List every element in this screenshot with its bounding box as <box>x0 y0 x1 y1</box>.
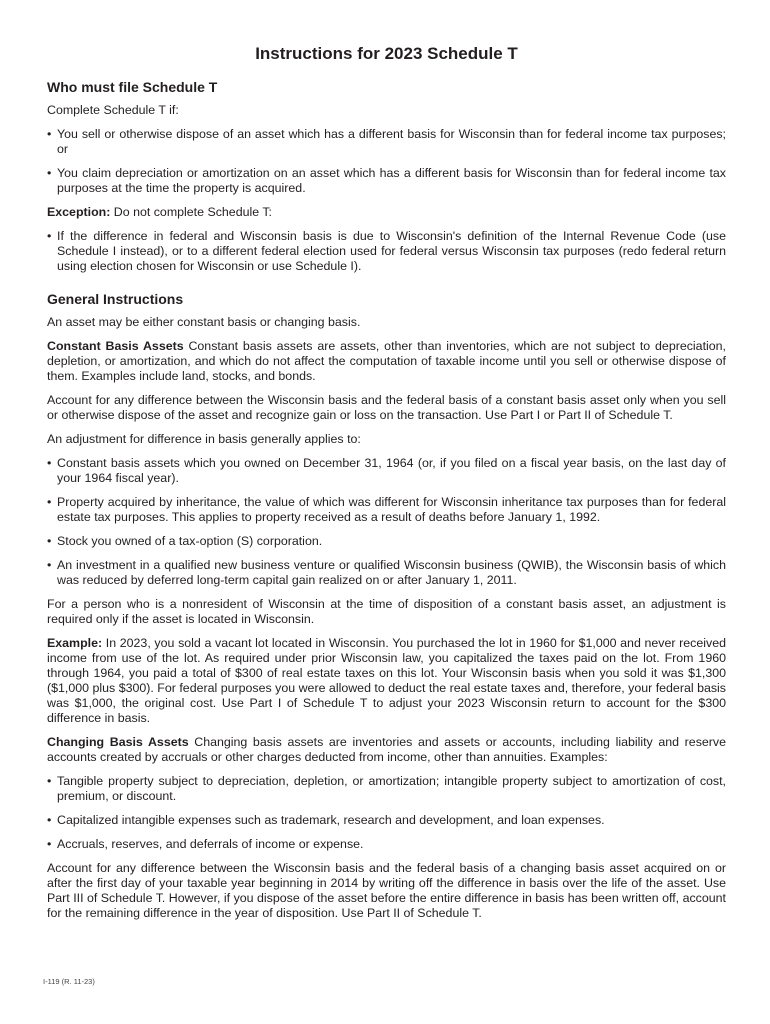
list-item: • Tangible property subject to depreciation, depletion, or amortization; intangible property subject to amortization of cost, premium, or discount. <box>47 774 726 804</box>
paragraph: An asset may be either constant basis or changing basis. <box>47 315 361 329</box>
paragraph-text: Constant basis assets are assets, other than inventories, which are not subject to depreciation, depletion, or amortization, and which do not affect the computation of taxable income until you sell or otherwise dispose of them. Examples include land, stocks, and bonds. <box>47 339 726 383</box>
list-item: • Stock you owned of a tax-option (S) corporation. <box>47 534 726 549</box>
paragraph-text: In 2023, you sold a vacant lot located in Wisconsin. You purchased the lot in 1960 for $1,000 and never received income from use of the lot. As required under prior Wisconsin law, you capitalized the taxes paid on the lot. From 1960 through 1964, you paid a total of $300 of real estate taxes on this lot. Your Wisconsin basis when you sold it was $1,300 ($1,000 plus $300). For federal purposes you were allowed to deduct the real estate taxes and, therefore, your federal basis was $1,000, the original cost. Use Part I of Schedule T to adjust your 2023 Wisconsin return to account for the $300 difference in basis. <box>47 636 726 725</box>
paragraph-text: Changing basis assets are inventories and assets or accounts, including liability and reserve accounts created by accruals or other charges deducted from income, other than annuities. Examples: <box>47 735 726 764</box>
paragraph: Complete Schedule T if: <box>47 103 179 117</box>
paragraph-changing-basis <box>47 735 726 765</box>
list-item: • You claim depreciation or amortization on an asset which has a different basis for Wisconsin than for federal income tax purposes at the time the property is acquired. <box>47 166 726 196</box>
paragraph-example <box>47 636 726 726</box>
bullet-list <box>47 229 726 274</box>
section-heading-who-must-file: Who must file Schedule T <box>47 79 218 95</box>
list-item: • Accruals, reserves, and deferrals of income or expense. <box>47 837 726 852</box>
lead-label: Exception: <box>47 205 111 219</box>
paragraph-text: Do not complete Schedule T: <box>110 205 272 219</box>
paragraph-exception <box>47 205 726 220</box>
list-item: • If the difference in federal and Wisconsin basis is due to Wisconsin's definition of the Internal Revenue Code (use Schedule I instead), or to a different federal election used for federal versus Wisconsin tax purposes (redo federal return using election chosen for Wisconsin or use Schedule I). <box>47 229 726 274</box>
paragraph-constant-basis <box>47 339 726 384</box>
form-number-footer: I-119 (R. 11-23) <box>43 977 95 986</box>
list-item: • Constant basis assets which you owned on December 31, 1964 (or, if you filed on a fiscal year basis, on the last day of your 1964 fiscal year). <box>47 456 726 486</box>
list-item: • Property acquired by inheritance, the value of which was different for Wisconsin inheritance tax purposes than for federal estate tax purposes. This applies to property received as a result of deaths before January 1, 1992. <box>47 495 726 525</box>
bullet-list <box>47 127 726 196</box>
bullet-list <box>47 456 726 588</box>
lead-label: Changing Basis Assets <box>47 735 189 749</box>
bullet-list <box>47 774 726 852</box>
page-title: Instructions for 2023 Schedule T <box>255 44 518 63</box>
lead-label: Constant Basis Assets <box>47 339 184 353</box>
paragraph: Account for any difference between the Wisconsin basis and the federal basis of a constant basis asset only when you sell or otherwise dispose of the asset and recognize gain or loss on the transaction. Use Part I or Part II of Schedule T. <box>47 393 726 422</box>
paragraph: For a person who is a nonresident of Wisconsin at the time of disposition of a constant basis asset, an adjustment is required only if the asset is located in Wisconsin. <box>47 597 726 626</box>
document-page <box>47 44 726 930</box>
lead-label: Example: <box>47 636 103 650</box>
list-item: • Capitalized intangible expenses such as trademark, research and development, and loan expenses. <box>47 813 726 828</box>
section-heading-general-instructions: General Instructions <box>47 291 184 307</box>
list-item: • An investment in a qualified new business venture or qualified Wisconsin business (QWIB), the Wisconsin basis of which was reduced by deferred long-term capital gain realized on or after January 1, 2011. <box>47 558 726 588</box>
list-item: • You sell or otherwise dispose of an asset which has a different basis for Wisconsin than for federal income tax purposes; or <box>47 127 726 157</box>
paragraph: Account for any difference between the Wisconsin basis and the federal basis of a changing basis asset acquired on or after the first day of your taxable year beginning in 2014 by writing off the difference in basis over the life of the asset. Use Part III of Schedule T. However, if you dispose of the asset before the entire difference in basis has been written off, account for the remaining difference in the year of disposition. Use Part II of Schedule T. <box>47 861 726 920</box>
paragraph: An adjustment for difference in basis generally applies to: <box>47 432 361 446</box>
